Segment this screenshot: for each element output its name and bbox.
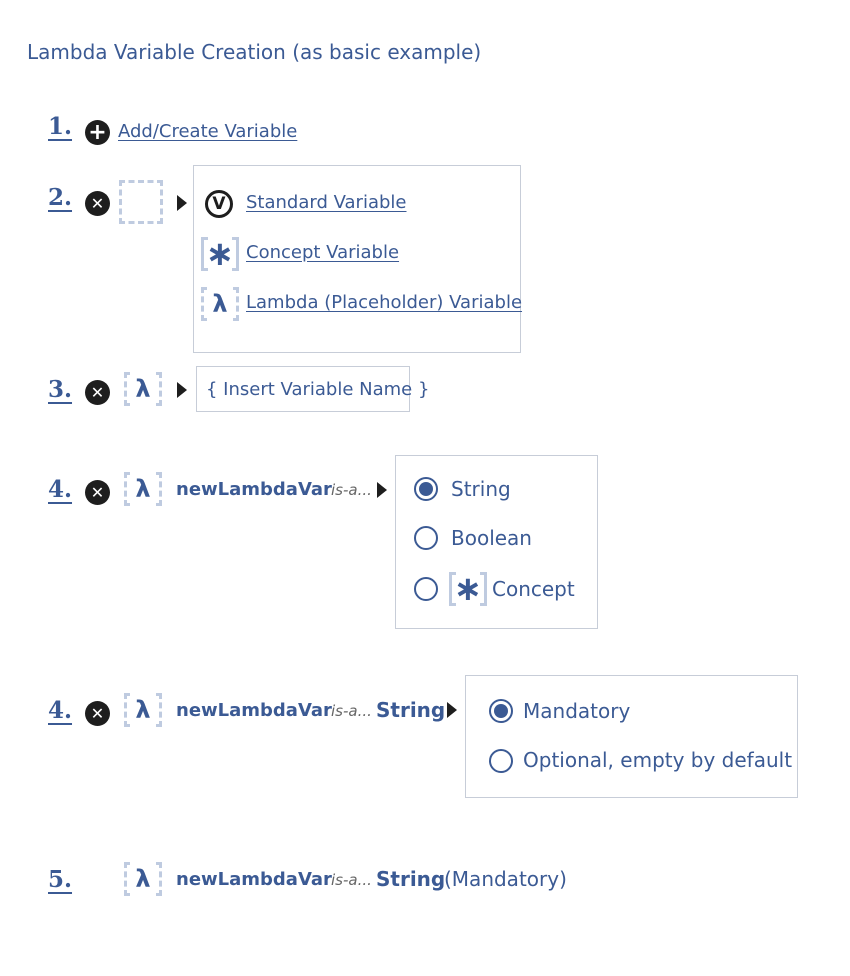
variable-type-menu: [193, 165, 521, 353]
is-a-label: is-a...: [331, 871, 372, 889]
x-circle-icon[interactable]: ✕: [85, 191, 110, 216]
type-option-boolean[interactable]: Boolean: [451, 526, 532, 550]
x-circle-icon[interactable]: ✕: [85, 701, 110, 726]
expand-arrow-icon[interactable]: [377, 482, 387, 498]
concept-variable-icon: [201, 234, 239, 274]
standard-variable-icon: V: [205, 190, 233, 218]
lambda-variable-icon: [124, 693, 162, 727]
step-number: 4.: [48, 697, 73, 724]
lambda-variable-option[interactable]: Lambda (Placeholder) Variable: [246, 292, 523, 313]
is-a-label: is-a...: [331, 702, 372, 720]
concept-icon: [449, 569, 487, 609]
radio-mandatory[interactable]: [489, 699, 513, 723]
lambda-variable-icon: [201, 287, 239, 321]
step-number: 2.: [48, 184, 73, 211]
radio-boolean[interactable]: [414, 526, 438, 550]
lambda-variable-icon: [124, 862, 162, 896]
lambda-icon: λ: [135, 475, 151, 503]
radio-optional[interactable]: [489, 749, 513, 773]
lambda-icon: λ: [135, 865, 151, 893]
step-number: 5.: [48, 866, 73, 893]
step-number: 1.: [48, 113, 73, 140]
standard-variable-option[interactable]: Standard Variable: [246, 192, 407, 213]
type-selector-menu: [395, 455, 598, 629]
lambda-variable-icon: [124, 472, 162, 506]
expand-arrow-icon[interactable]: [447, 702, 457, 718]
asterisk-icon: ∗: [205, 234, 235, 274]
variable-name: newLambdaVar: [176, 700, 332, 721]
radio-string[interactable]: [414, 477, 438, 501]
lambda-variable-icon: [124, 372, 162, 406]
option-mandatory[interactable]: Mandatory: [523, 699, 631, 723]
empty-variable-slot[interactable]: [119, 180, 163, 224]
variable-name: newLambdaVar: [176, 479, 332, 500]
variable-name: newLambdaVar: [176, 869, 332, 890]
step-number: 4.: [48, 476, 73, 503]
type-option-string[interactable]: String: [451, 477, 511, 501]
selected-type: String: [376, 698, 446, 722]
asterisk-icon: ∗: [453, 569, 483, 609]
lambda-icon: λ: [135, 696, 151, 724]
radio-concept[interactable]: [414, 577, 438, 601]
requirement-label: (Mandatory): [444, 867, 567, 891]
expand-arrow-icon[interactable]: [177, 382, 187, 398]
type-option-concept[interactable]: Concept: [492, 577, 575, 601]
lambda-icon: λ: [212, 290, 228, 318]
plus-circle-icon[interactable]: +: [85, 120, 110, 145]
variable-name-placeholder: { Insert Variable Name }: [206, 379, 430, 400]
requirement-menu: [465, 675, 798, 798]
concept-variable-option[interactable]: Concept Variable: [246, 242, 400, 263]
selected-type: String: [376, 867, 446, 891]
add-create-variable-link[interactable]: Add/Create Variable: [118, 121, 298, 142]
x-circle-icon[interactable]: ✕: [85, 380, 110, 405]
step-number: 3.: [48, 376, 73, 403]
page-title: Lambda Variable Creation (as basic example): [27, 40, 482, 64]
x-circle-icon[interactable]: ✕: [85, 480, 110, 505]
variable-name-input[interactable]: [196, 366, 430, 412]
is-a-label: is-a...: [331, 481, 372, 499]
expand-arrow-icon[interactable]: [177, 195, 187, 211]
option-optional[interactable]: Optional, empty by default: [523, 748, 793, 772]
lambda-icon: λ: [135, 375, 151, 403]
